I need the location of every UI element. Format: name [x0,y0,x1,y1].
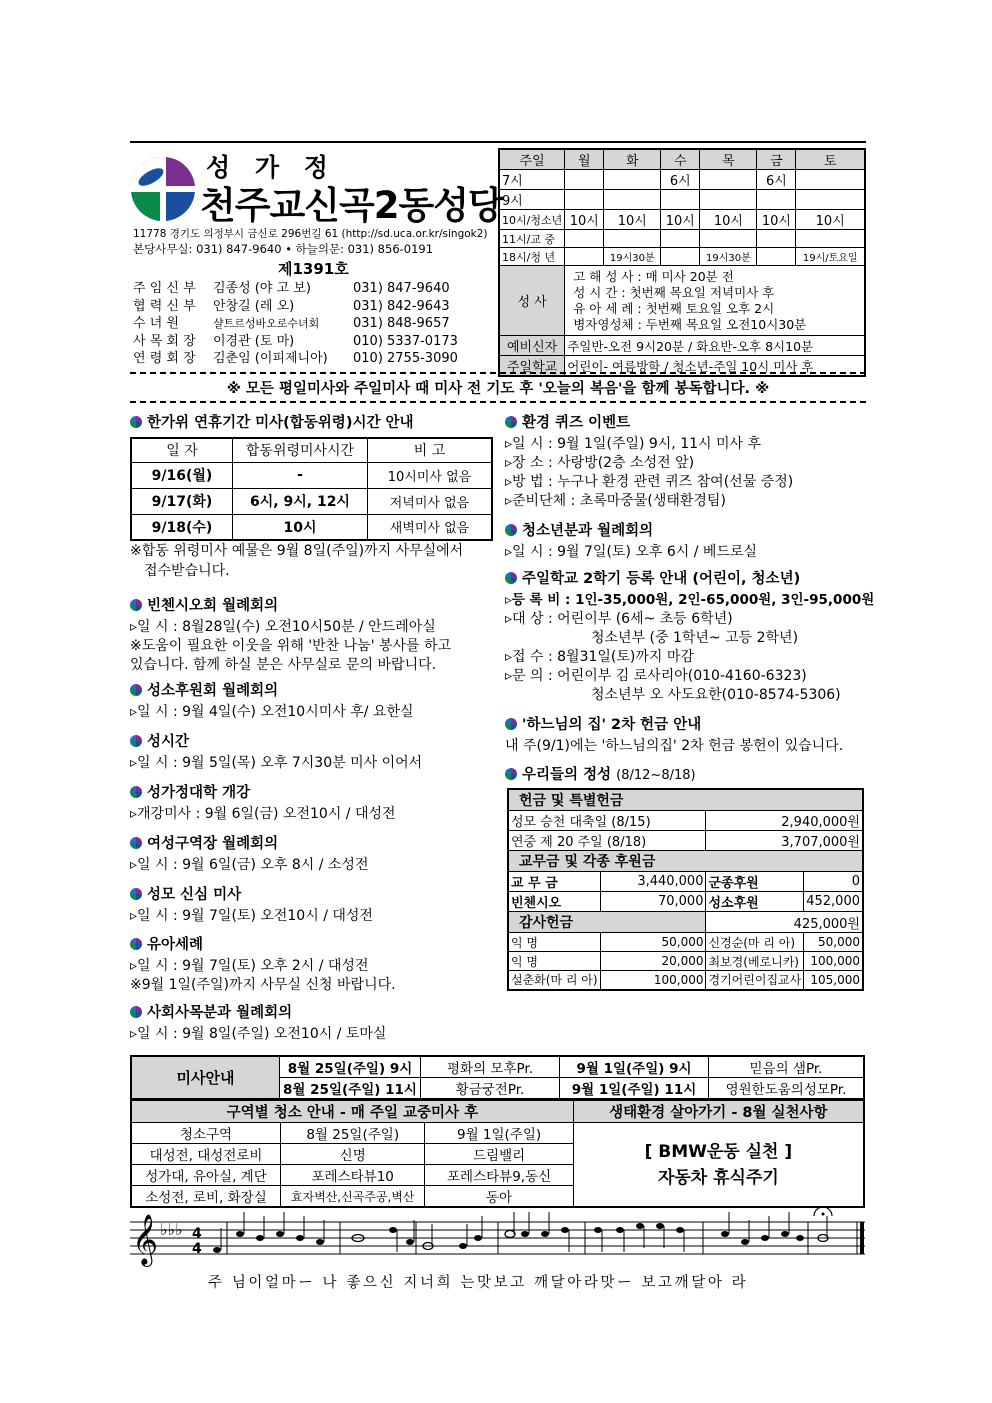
offering-cell: 익 명 [508,933,600,952]
mass-guide-table [130,1055,865,1100]
day-header: 토 [796,149,865,170]
schedule-cell [700,230,757,248]
left-section-baptism [130,936,396,995]
section-line: ▹일 시 : 9월 6일(금) 오후 8시 / 소성전 [130,857,369,873]
cleaning-header: 청소구역 [131,1123,281,1144]
section-line: ▹대 상 : 어린이부 (6세~ 초등 6학년) [505,611,733,627]
dashed-divider [130,372,866,374]
right-section-house [505,716,843,756]
schedule-cell [796,190,865,210]
section-title: 성모 신심 미사 [147,887,242,903]
mass-guide-cell: 황금궁전Pr. [421,1078,560,1100]
chuseok-cell: 새벽미사 없음 [368,514,493,540]
eco-title: 생태환경 살아가기 - 8월 실천사항 [573,1100,864,1123]
chuseok-header: 일 자 [131,438,233,462]
section-line: ▹일 시 : 8월28일(수) 오전10시50분 / 안드레아실 [130,619,436,635]
schedule-cell: 9시 [499,190,565,210]
mass-guide-cell: 9월 1일(주일) 9시 [560,1056,709,1078]
section-line: 내 주(9/1)에는 '하느님의집' 2차 헌금 봉헌이 있습니다. [505,738,844,754]
church-logo [127,153,199,225]
schedule-cell: 18시/청 년 [499,248,565,266]
section-title: 한가위 연휴기간 미사(합동위령)시간 안내 [147,415,414,431]
offering-cell: 빈첸시오 [508,892,600,912]
section-line: ▹준비단체 : 초록마중물(생태환경팀) [505,493,726,509]
mass-guide-label: 미사안내 [131,1056,280,1099]
mass-guide-cell: 9월 1일(주일) 11시 [560,1078,709,1100]
right-section-sundayschool [505,570,874,705]
cleaning-title: 구역별 청소 안내 - 매 주일 교중미사 후 [131,1100,573,1123]
section-bullet-icon [505,571,517,583]
section-bullet-icon [505,717,517,729]
schedule-cell: 10시 [661,210,700,230]
section-line: 청소년부 오 사도요한(010-8574-5306) [591,687,841,703]
cleaning-table [130,1099,865,1208]
schedule-cell: 19시30분 [604,248,661,266]
right-section-quiz [505,414,793,511]
section-title: 성가정대학 개강 [147,785,251,801]
offering-cell: 신경순(마 리 아) [706,933,804,952]
staff-list [133,280,458,368]
eco-line: [ BMW운동 실천 ] [644,1141,793,1162]
cleaning-cell: 대성전, 대성전로비 [131,1144,281,1165]
sacrament-item: 유 아 세 례 : 첫번째 토요일 오후 2시 [573,300,775,316]
left-section-vincent [130,597,451,675]
church-phones: 본당사무실: 031) 847-9640 • 하늘의문: 031) 856-0191 [133,242,434,256]
issue-number: 제1391호 [278,260,349,278]
schedule-cell [604,190,661,210]
schedule-cell [757,190,796,210]
offering-cell: 20,000 [600,952,706,971]
mass-guide-cell: 8월 25일(주일) 11시 [280,1078,421,1100]
staff-row: 수 녀 원 샬트르성바오로수녀회 031) 848-9657 [133,316,450,331]
cleaning-cell: 드림밸리 [425,1144,573,1165]
schedule-cell: 10시/청소년 [499,210,565,230]
offering-cell: 50,000 [804,933,863,952]
catechumen-label: 예비신자 [499,336,565,356]
offering-section-header: 교무금 및 각종 후원금 [508,851,863,872]
sacrament-item: 성 시 간 : 첫번째 목요일 저녁미사 후 [573,284,775,300]
day-header: 주일 [499,149,565,170]
section-line: 청소년부 (중 1학년~ 고등 2학년) [591,630,799,646]
schedule-cell [796,170,865,190]
left-section-college [130,784,396,824]
schedule-cell [565,230,604,248]
schedule-cell [700,190,757,210]
offering-title-block [505,766,696,787]
section-line: ▹일 시 : 9월 7일(토) 오후 2시 / 대성전 [130,958,369,974]
cleaning-cell: 신명 [281,1144,425,1165]
left-section-vocation [130,682,414,722]
section-title: 빈첸시오회 월례회의 [147,598,279,614]
notice-banner: ※ 모든 평일미사와 주일미사 때 미사 전 기도 후 '오늘의 복음'을 함께 봉독합니다. ※ [226,381,770,397]
section-title: '하느님의 집' 2차 헌금 안내 [522,717,702,733]
schedule-cell: 6시 [661,170,700,190]
svg-text:4: 4 [192,1226,202,1242]
day-header: 금 [757,149,796,170]
cleaning-cell: 포레스타뷰10 [281,1165,425,1186]
offering-cell: 2,940,000원 [706,811,863,831]
catechumen-info: 주일반-오전 9시20분 / 화요반-오후 8시10분 [565,336,865,356]
section-line: ▹일 시 : 9월 1일(주일) 9시, 11시 미사 후 [505,436,762,452]
banner-divider [130,401,866,403]
offering-cell: 설춘화(마 리 아) [508,971,600,990]
school-info: 어린이- 여름방학 / 청소년-주일 10시 미사 후 [565,356,865,377]
schedule-cell [661,230,700,248]
section-bullet-icon [130,683,142,695]
left-section-marian [130,886,373,926]
music-staff [130,1208,865,1268]
sacrament-label: 성 사 [499,266,565,336]
section-line: ※도움이 필요한 이웃을 위해 '반찬 나눔' 봉사를 하고 [130,638,452,654]
section-bullet-icon [505,523,517,535]
schedule-cell [757,248,796,266]
chuseok-header: 합동위령미사시간 [233,438,368,462]
schedule-cell: 11시/교 중 [499,230,565,248]
chuseok-note: ※합동 위령미사 예물은 9월 8일(주일)까지 사무실에서 접수받습니다. [130,543,464,579]
chuseok-cell: 9/18(수) [131,514,233,540]
staff-row: 연 령 회 장 김춘임 (이피제니아) 010) 2755-3090 [133,351,458,366]
section-line: ▹일 시 : 9월 8일(주일) 오전10시 / 토마실 [130,1026,387,1042]
section-bullet-icon [505,415,517,427]
section-line: ▹일 시 : 9월 7일(토) 오후 6시 / 베드로실 [505,544,757,560]
offering-section-header: 감사헌금 [508,912,706,933]
offering-cell: 100,000 [804,952,863,971]
section-line: ※9월 1일(주일)까지 사무실 신청 바랍니다. [130,977,396,993]
schedule-cell: 19시30분 [700,248,757,266]
offering-cell: 교 무 금 [508,872,600,892]
section-bullet-icon [130,1005,142,1017]
chuseok-cell: 저녁미사 없음 [368,488,493,514]
schedule-cell: 7시 [499,170,565,190]
cleaning-cell: 포레스타뷰9,동신 [425,1165,573,1186]
chuseok-section [130,414,495,435]
church-subtitle: 성 가 정 [206,153,336,182]
school-label: 주일학교 [499,356,565,377]
left-section-holyhour [130,733,422,773]
section-title: 우리들의 정성 [522,767,612,783]
section-title: 여성구역장 월례회의 [147,836,279,852]
staff-row: 협 력 신 부 안창길 (레 오) 031) 842-9643 [133,298,450,314]
cleaning-cell: 소성전, 로비, 화장실 [131,1186,281,1208]
cleaning-cell: 성가대, 유아실, 계단 [131,1165,281,1186]
day-header: 월 [565,149,604,170]
section-title: 환경 퀴즈 이벤트 [522,415,631,431]
mass-guide-cell: 평화의 모후Pr. [421,1056,560,1078]
staff-row: 사 목 회 장 이경관 (토 마) 010) 5337-0173 [133,333,458,349]
offering-period: (8/12~8/18) [616,768,696,783]
section-title: 주일학교 2학기 등록 안내 (어린이, 청소년) [522,571,801,587]
offering-cell: 3,707,000원 [706,831,863,851]
section-title: 사회사목분과 월례회의 [147,1005,293,1021]
section-line: ▹일 시 : 9월 7일(토) 오전10시 / 대성전 [130,908,373,924]
day-header: 화 [604,149,661,170]
chuseok-cell: 10시 [233,514,368,540]
schedule-cell [565,248,604,266]
schedule-cell [604,230,661,248]
eco-line: 자동차 휴식주기 [657,1167,779,1188]
schedule-cell [604,170,661,190]
section-title: 성시간 [147,734,190,750]
svg-text:4: 4 [192,1241,202,1257]
offering-cell: 경기어린이집교사 [706,971,804,990]
top-rule [130,141,866,143]
offering-cell: 100,000 [600,971,706,990]
schedule-cell: 10시 [565,210,604,230]
cleaning-header: 8월 25일(주일) [281,1123,425,1144]
schedule-cell: 6시 [757,170,796,190]
chuseok-cell: - [233,462,368,488]
mass-guide-cell: 영원한도움의성모Pr. [709,1078,865,1100]
chuseok-header: 비 고 [368,438,493,462]
section-title: 성소후원회 월례회의 [147,683,279,699]
offering-cell: 최보경(베로니카) [706,952,804,971]
cleaning-cell: 동아 [425,1186,573,1208]
mass-guide-cell: 믿음의 샘Pr. [709,1056,865,1078]
section-line: ▹일 시 : 9월 4일(수) 오전10시미사 후/ 요한실 [130,704,414,720]
church-title: 천주교신곡2동성당 [200,184,503,227]
mass-schedule-table [498,148,866,377]
chuseok-table [130,437,493,541]
schedule-cell: 19시/토요일 [796,248,865,266]
section-bullet-icon [130,937,142,949]
section-bullet-icon [130,734,142,746]
schedule-cell [565,190,604,210]
staff-row: 주 임 신 부 김종성 (야 고 보) 031) 847-9640 [133,281,450,296]
section-title: 유아세례 [147,937,204,953]
chuseok-cell: 6시, 9시, 12시 [233,488,368,514]
section-title: 청소년분과 월례회의 [522,523,654,539]
svg-text:♭♭♭: ♭♭♭ [160,1220,183,1239]
offering-cell: 성모 승천 대축일 (8/15) [508,811,706,831]
offering-cell: 3,440,000 [600,872,706,892]
day-header: 목 [700,149,757,170]
day-header: 수 [661,149,700,170]
offering-cell: 452,000 [804,892,863,912]
left-section-social [130,1004,386,1044]
offering-cell: 연중 제 20 주일 (8/18) [508,831,706,851]
schedule-cell [565,170,604,190]
schedule-cell: 10시 [796,210,865,230]
svg-text:𝄞: 𝄞 [132,1214,159,1265]
section-line: ▹일 시 : 9월 5일(목) 오후 7시30분 미사 이어서 [130,755,423,771]
section-bullet-icon [130,836,142,848]
offering-table [507,788,864,991]
schedule-cell: 10시 [604,210,661,230]
offering-cell: 50,000 [600,933,706,952]
sacrament-list [565,266,865,336]
schedule-cell [757,230,796,248]
offering-cell: 성소후원 [706,892,804,912]
section-bullet-icon [130,598,142,610]
section-bullet-icon [130,785,142,797]
section-line: ▹접 수 : 8월31일(토)까지 마감 [505,649,694,665]
offering-cell: 105,000 [804,971,863,990]
church-address: 11778 경기도 의정부시 금신로 296번길 61 (http://sd.uca.or.kr/singok2) [133,228,488,240]
section-line: ▹장 소 : 사랑방(2층 소성전 앞) [505,455,695,471]
section-line: ▹문 의 : 어린이부 김 로사리아(010-4160-6323) [505,668,807,684]
sacrament-item: 고 해 성 사 : 매 미사 20분 전 [573,268,734,284]
schedule-cell [796,230,865,248]
section-bullet-icon [130,887,142,899]
section-line: ▹개강미사 : 9월 6일(금) 오전10시 / 대성전 [130,806,396,822]
schedule-cell [700,170,757,190]
chuseok-cell: 10시미사 없음 [368,462,493,488]
music-lyrics: 주 님이얼마ー 나 좋으신 지너희 는맛보고 깨달아라맛ー 보고깨달아 라 [208,1275,749,1291]
cleaning-header: 9월 1일(주일) [425,1123,573,1144]
section-line: ▹등 록 비 : 1인-35,000원, 2인-65,000원, 3인-95,000원 [505,592,875,608]
section-line: 있습니다. 함께 하실 분은 사무실로 문의 바랍니다. [130,657,437,673]
chuseok-cell: 9/16(월) [131,462,233,488]
section-bullet-icon [130,415,142,427]
offering-cell: 군종후원 [706,872,804,892]
left-section-women [130,835,368,875]
offering-cell: 0 [804,872,863,892]
section-bullet-icon [505,767,517,779]
offering-section-header: 헌금 및 특별헌금 [508,789,863,811]
schedule-cell: 10시 [757,210,796,230]
offering-total: 425,000원 [706,912,863,933]
section-line: ▹방 법 : 누구나 환경 관련 퀴즈 참여(선물 증정) [505,474,794,490]
schedule-cell [661,190,700,210]
schedule-cell [661,248,700,266]
eco-box [573,1123,864,1208]
mass-guide-cell: 8월 25일(주일) 9시 [280,1056,421,1078]
offering-cell: 70,000 [600,892,706,912]
chuseok-cell: 9/17(화) [131,488,233,514]
offering-cell: 익 명 [508,952,600,971]
cleaning-cell: 효자벽산,신곡주공,벽산 [281,1186,425,1208]
right-section-youth [505,522,757,562]
sacrament-item: 병자영성체 : 두번째 목요일 오전10시30분 [573,316,807,332]
schedule-cell: 10시 [700,210,757,230]
